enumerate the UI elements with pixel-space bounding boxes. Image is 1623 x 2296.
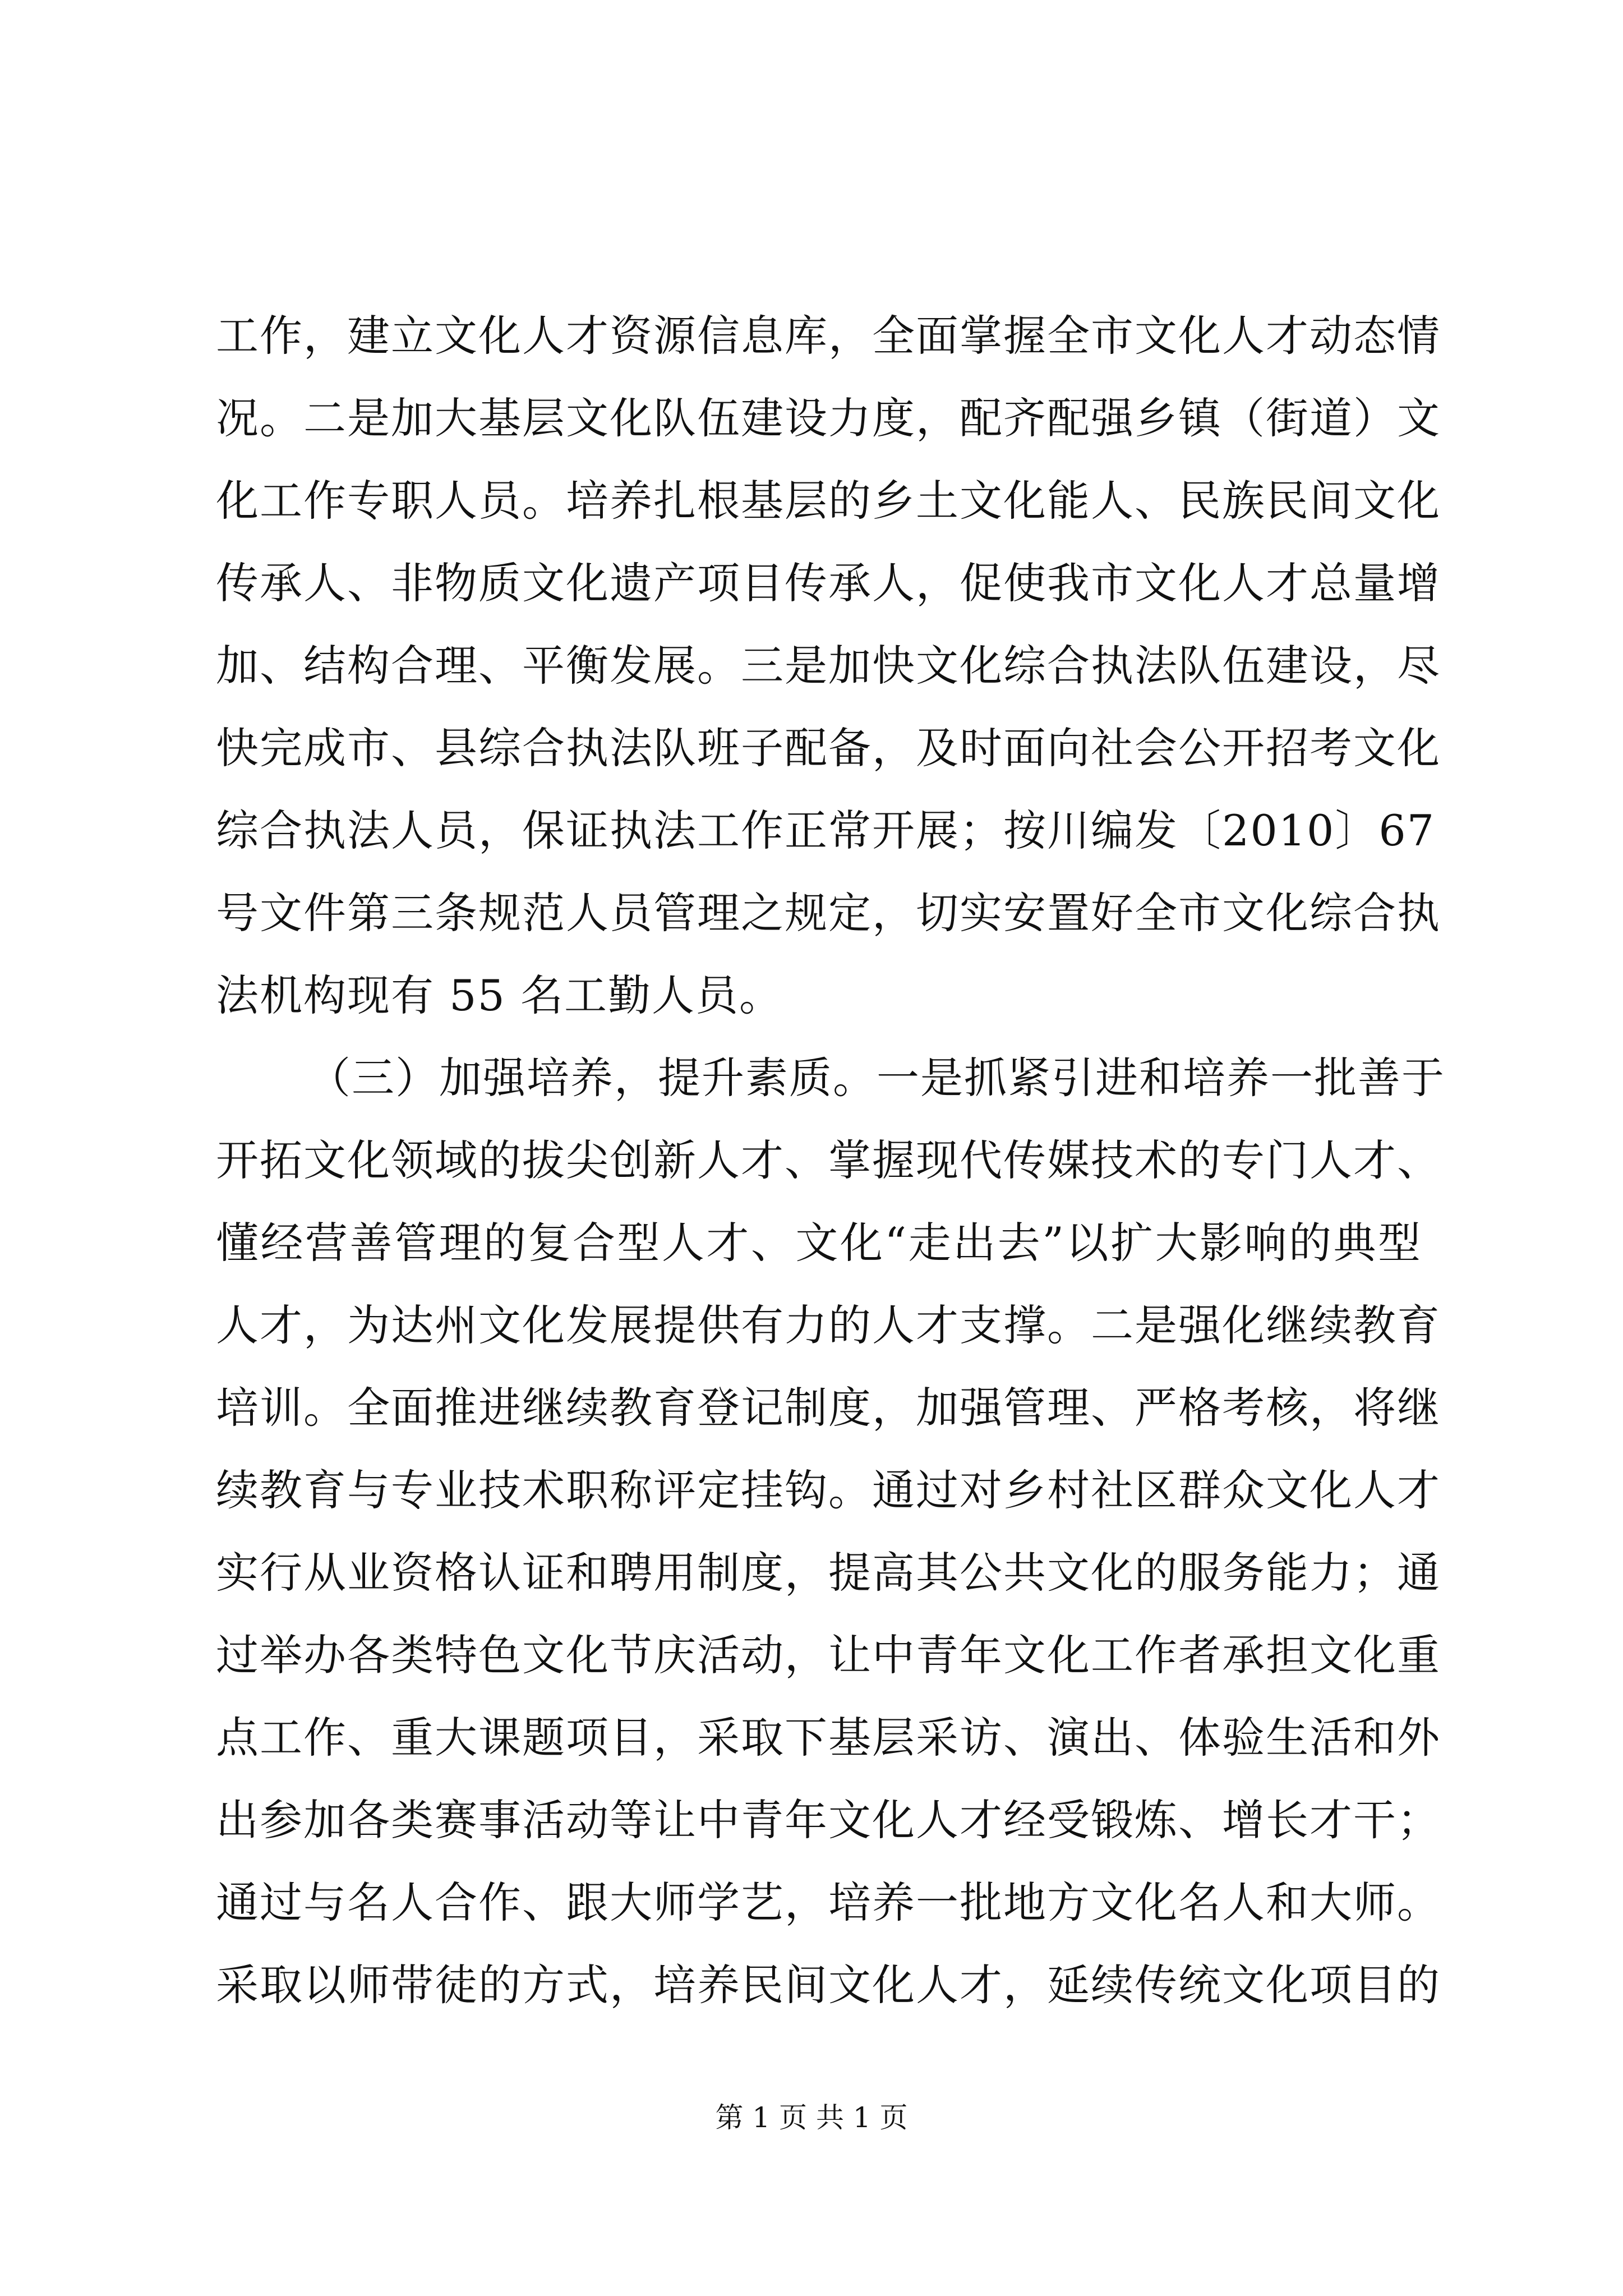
paragraph-line: 懂经营善管理的复合型人才、文化“走出去”以扩大影响的典型 xyxy=(216,1218,1422,1268)
paragraph-line: 续教育与专业技术职称评定挂钩。通过对乡村社区群众文化人才 xyxy=(216,1465,1441,1515)
paragraph-line: 采取以师带徒的方式，培养民间文化人才，延续传统文化项目的 xyxy=(216,1960,1441,2010)
paragraph-line: 综合执法人员，保证执法工作正常开展；按川编发〔2010〕67 xyxy=(216,806,1436,855)
paragraph-line: 出参加各类赛事活动等让中青年文化人才经受锻炼、增长才干； xyxy=(216,1795,1441,1845)
paragraph-line: 法机构现有 55 名工勤人员。 xyxy=(216,970,783,1020)
paragraph-line: 开拓文化领域的拔尖创新人才、掌握现代传媒技术的专门人才、 xyxy=(216,1135,1441,1185)
paragraph-line: 培训。全面推进继续教育登记制度，加强管理、严格考核，将继 xyxy=(216,1383,1441,1433)
paragraph-line: 过举办各类特色文化节庆活动，让中青年文化工作者承担文化重 xyxy=(216,1630,1441,1680)
paragraph-line: 点工作、重大课题项目，采取下基层采访、演出、体验生活和外 xyxy=(216,1713,1441,1763)
paragraph-line: 况。二是加大基层文化队伍建设力度，配齐配强乡镇（街道）文 xyxy=(216,393,1441,443)
paragraph-line: 通过与名人合作、跟大师学艺，培养一批地方文化名人和大师。 xyxy=(216,1878,1441,1927)
paragraph-2 xyxy=(216,1037,1445,2026)
paragraph-line: 传承人、非物质文化遗产项目传承人，促使我市文化人才总量增 xyxy=(216,558,1441,608)
document-body xyxy=(216,295,1445,2026)
paragraph-line: 加、结构合理、平衡发展。三是加快文化综合执法队伍建设，尽 xyxy=(216,641,1441,691)
page-footer: 第 1 页 共 1 页 xyxy=(715,2101,908,2134)
paragraph-line: 化工作专职人员。培养扎根基层的乡土文化能人、民族民间文化 xyxy=(216,476,1441,526)
paragraph-line: 快完成市、县综合执法队班子配备，及时面向社会公开招考文化 xyxy=(216,723,1441,773)
paragraph-line: 工作，建立文化人才资源信息库，全面掌握全市文化人才动态情 xyxy=(216,311,1441,361)
paragraph-line: 人才，为达州文化发展提供有力的人才支撑。二是强化继续教育 xyxy=(216,1300,1441,1350)
paragraph-line: 号文件第三条规范人员管理之规定，切实安置好全市文化综合执 xyxy=(216,888,1441,938)
paragraph-1 xyxy=(216,295,1441,1037)
paragraph-line: （三）加强培养，提升素质。一是抓紧引进和培养一批善于 xyxy=(308,1053,1445,1103)
paragraph-line: 实行从业资格认证和聘用制度，提高其公共文化的服务能力；通 xyxy=(216,1548,1441,1598)
